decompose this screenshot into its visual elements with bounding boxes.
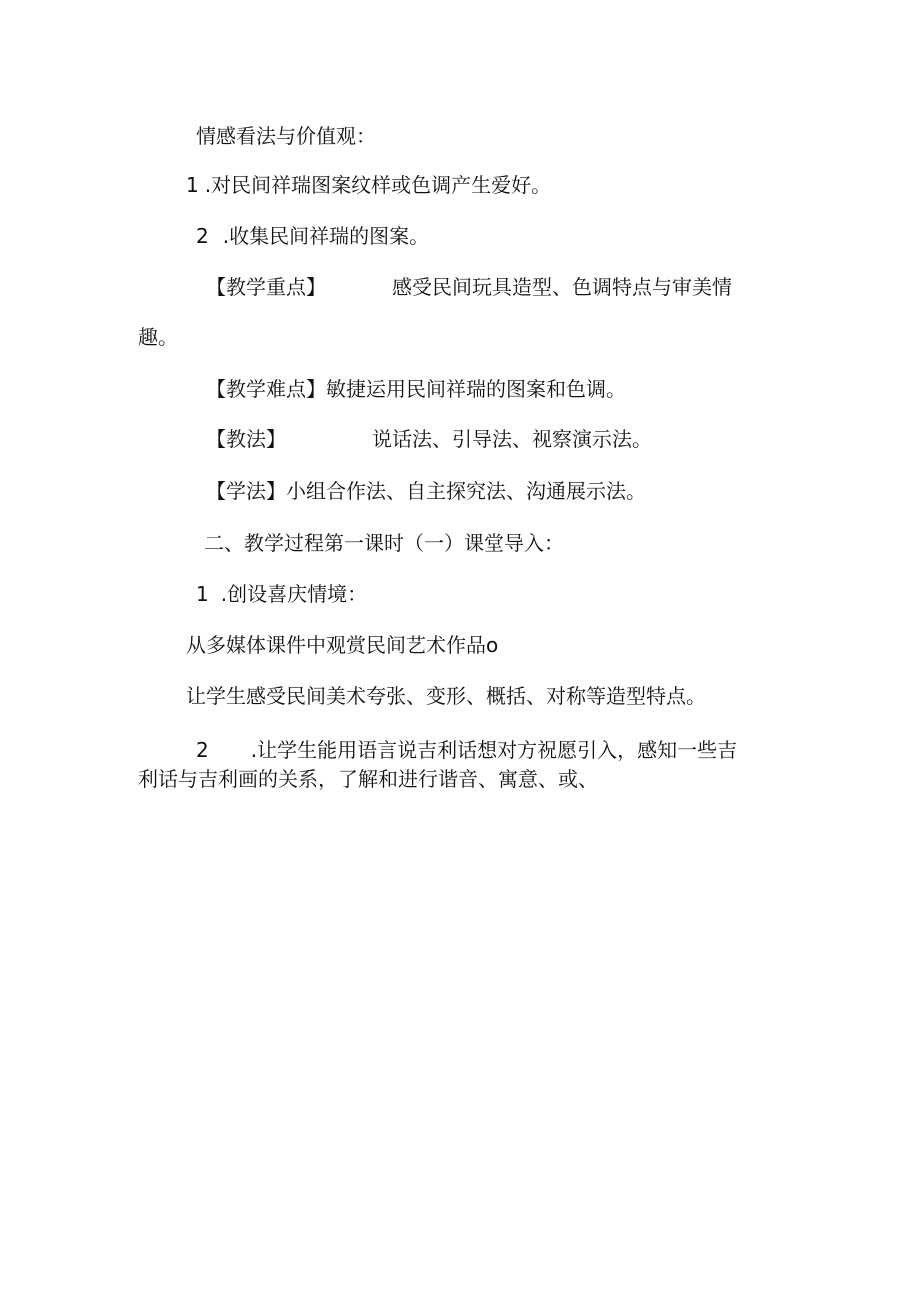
feel-text: 让学生感受民间美术夸张、变形、概括、对称等造型特点。 [186, 684, 706, 708]
teaching-method-line [206, 429, 652, 449]
step-1 [196, 584, 367, 604]
key-point-label: 【教学重点】 [206, 275, 326, 299]
step-text-continued: 利话与吉利画的关系，了解和进行谐音、寓意、或、 [138, 767, 598, 791]
section-attitude [196, 126, 376, 146]
step-number: 1 [196, 582, 209, 606]
step-2 [196, 740, 737, 760]
key-point-line-continued [138, 327, 178, 347]
multimedia-paragraph [186, 635, 498, 655]
list-item-text: .对民间祥瑞图案纹样或色调产生爱好。 [204, 173, 552, 197]
multimedia-text: 从多媒体课件中观赏民间艺术作品o [186, 633, 499, 657]
list-item-number: 2 [196, 224, 209, 248]
step-text: .让学生能用语言说吉利话想对方祝愿引入，感知一些吉 [250, 738, 738, 762]
teaching-method-label: 【教法】 [206, 427, 286, 451]
study-method-text: 小组合作法、自主探究法、沟通展示法。 [286, 479, 646, 503]
teaching-method-text: 说话法、引导法、视察演示法。 [372, 427, 652, 451]
key-point-text: 感受民间玩具造型、色调特点与审美情 [392, 275, 732, 299]
process-heading [204, 533, 564, 553]
key-point-text-continued: 趣。 [138, 325, 178, 349]
list-item-text: .收集民间祥瑞的图案。 [222, 224, 430, 248]
feel-paragraph [186, 686, 706, 706]
list-item-1 [186, 175, 551, 195]
key-point-line [206, 277, 732, 297]
difficulty-line [206, 379, 626, 399]
list-item-number: 1 [186, 173, 199, 197]
difficulty-text: 敏捷运用民间祥瑞的图案和色调。 [326, 377, 626, 401]
step-number: 2 [196, 738, 209, 762]
study-method-line [206, 481, 646, 501]
difficulty-label: 【教学难点】 [206, 377, 326, 401]
section-attitude-text: 情感看法与价值观： [196, 124, 376, 148]
step-2-continued [138, 769, 598, 789]
process-heading-text: 二、教学过程第一课时（一）课堂导入： [204, 531, 564, 555]
list-item-2 [196, 226, 429, 246]
step-text: .创设喜庆情境： [220, 582, 368, 606]
study-method-label: 【学法】 [206, 479, 286, 503]
